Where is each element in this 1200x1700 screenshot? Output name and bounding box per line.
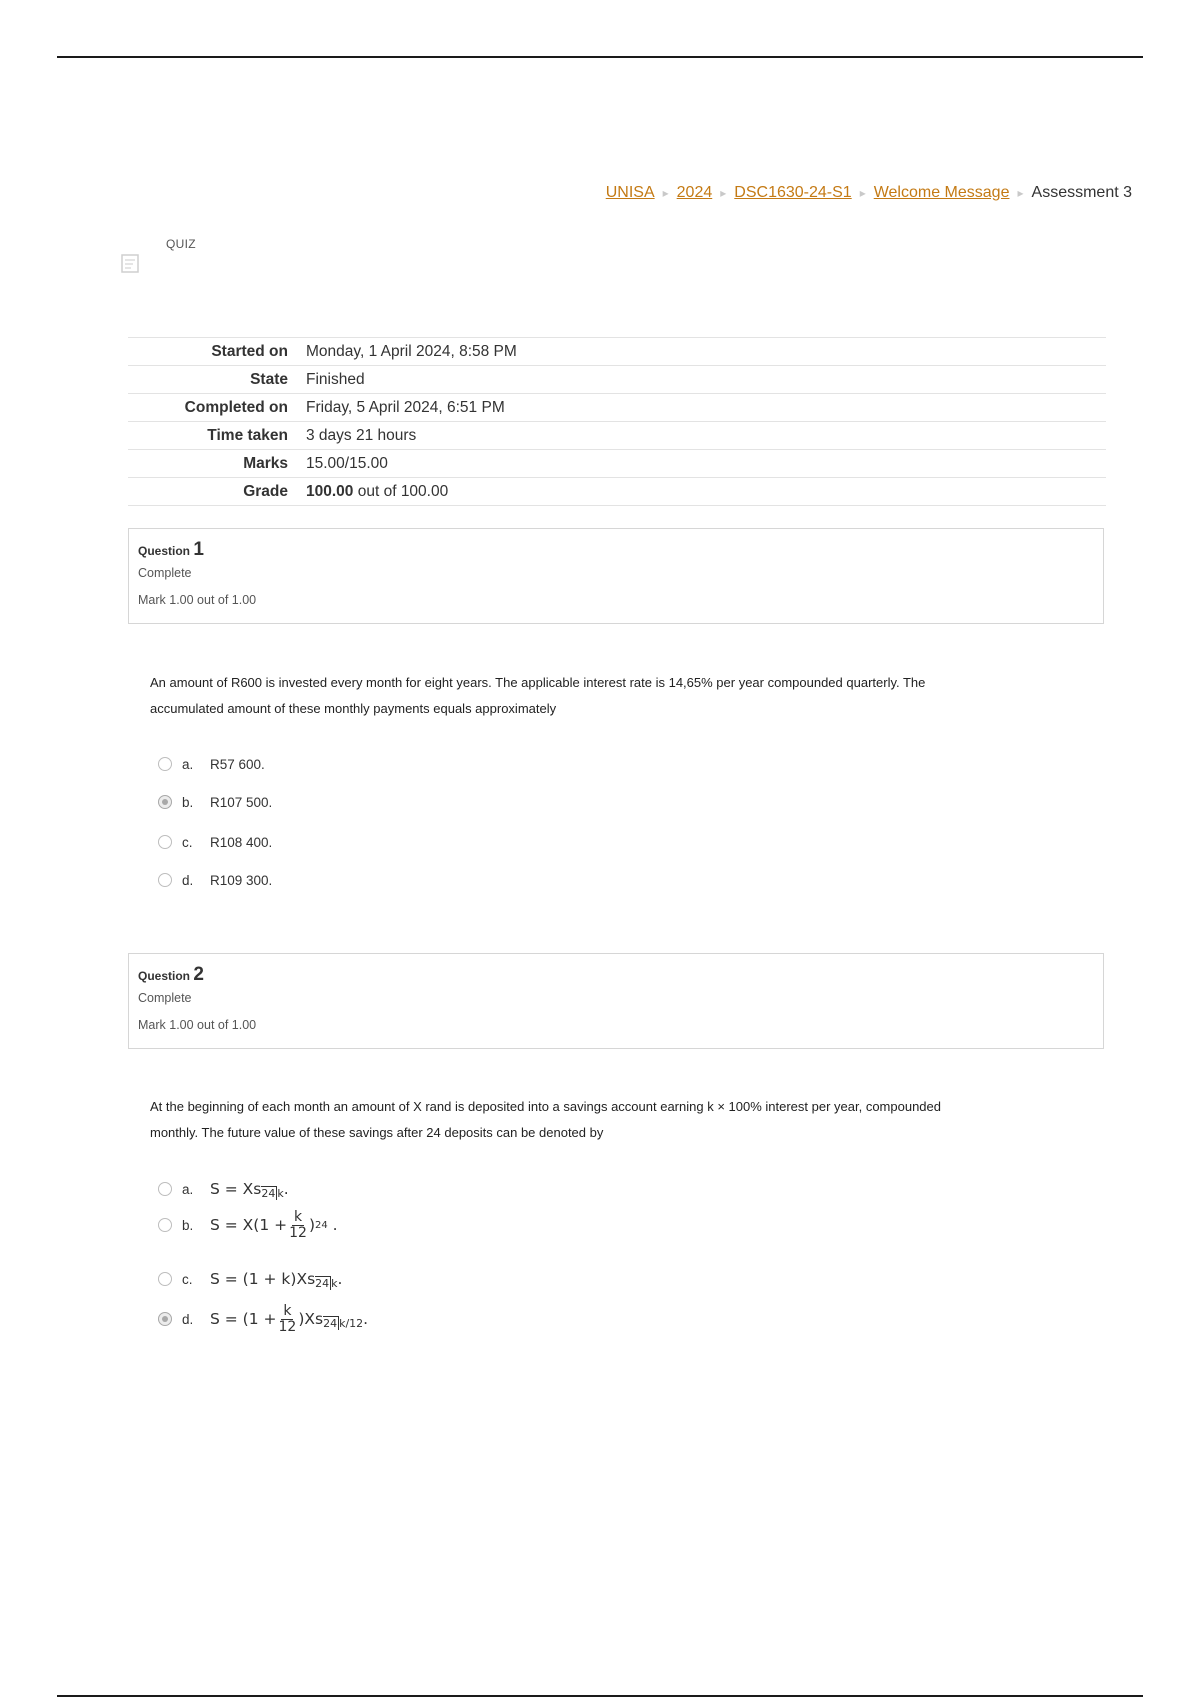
question-text-1 (150, 670, 1050, 722)
question-state: Complete (138, 566, 192, 580)
option-letter: a. (182, 756, 194, 772)
question-label: Question (138, 969, 191, 983)
answer-option-c[interactable] (158, 1262, 342, 1296)
option-formula: S = (1 + k)Xs 24 k . (210, 1270, 343, 1290)
question-number (138, 964, 1094, 986)
option-letter: a. (182, 1181, 194, 1197)
radio-button[interactable] (158, 835, 172, 849)
grade-out-of: out of 100.00 (353, 482, 449, 500)
option-letter: b. (182, 1217, 194, 1233)
breadcrumb-link-unisa[interactable]: UNISA (605, 184, 655, 201)
breadcrumb-link-welcome[interactable]: Welcome Message (873, 184, 1010, 201)
breadcrumb-separator: ▸ (662, 186, 669, 200)
option-text: R108 400. (210, 834, 273, 850)
question-number (138, 539, 1094, 561)
radio-button-selected[interactable] (158, 1312, 172, 1326)
question-text-2 (150, 1094, 1050, 1146)
radio-button[interactable] (158, 1272, 172, 1286)
radio-button[interactable] (158, 757, 172, 771)
question-text-line: At the beginning of each month an amount of X rand is deposited into a savings account earning k × 100% interest per year, compounded (150, 1099, 941, 1114)
question-info-2 (128, 953, 1104, 1049)
summary-row (128, 366, 1106, 394)
summary-row-grade (128, 478, 1106, 506)
attempt-summary-table (128, 337, 1106, 506)
option-formula: S = Xs 24 k . (210, 1180, 289, 1200)
summary-value: Finished (306, 370, 365, 388)
breadcrumb-link-year[interactable]: 2024 (676, 184, 713, 201)
option-letter: d. (182, 872, 194, 888)
option-letter: c. (182, 1271, 193, 1287)
breadcrumb (606, 184, 1132, 202)
breadcrumb-current: Assessment 3 (1031, 184, 1132, 201)
answer-option-d[interactable] (158, 1302, 368, 1336)
option-letter: c. (182, 834, 193, 850)
summary-row (128, 338, 1106, 366)
page-bottom-rule (57, 1695, 1143, 1697)
radio-button-selected[interactable] (158, 795, 172, 809)
breadcrumb-link-course[interactable]: DSC1630-24-S1 (734, 184, 852, 201)
summary-value: 3 days 21 hours (306, 426, 417, 444)
option-formula: S = (1 + $\frac{k}{12}$ )Xs 24 k/12 . (210, 1302, 369, 1335)
question-text-line: monthly. The future value of these savings after 24 deposits can be denoted by (150, 1125, 604, 1140)
page-top-rule (57, 56, 1143, 58)
question-grade: Mark 1.00 out of 1.00 (138, 593, 257, 607)
summary-value: Friday, 5 April 2024, 6:51 PM (306, 398, 505, 416)
summary-label: Marks (243, 454, 288, 472)
question-number-value: 2 (193, 964, 204, 985)
radio-button[interactable] (158, 1182, 172, 1196)
answer-option-c[interactable] (158, 825, 272, 859)
summary-label: Completed on (184, 398, 288, 416)
option-text: R109 300. (210, 872, 273, 888)
question-info-1 (128, 528, 1104, 624)
answer-option-a[interactable] (158, 747, 265, 781)
breadcrumb-separator: ▸ (720, 186, 727, 200)
summary-label: Time taken (207, 426, 288, 444)
breadcrumb-separator: ▸ (859, 186, 866, 200)
summary-label: State (250, 370, 288, 388)
question-number-value: 1 (193, 539, 204, 560)
question-text-line: accumulated amount of these monthly payments equals approximately (150, 701, 557, 716)
summary-value: 15.00/15.00 (306, 454, 388, 472)
summary-row (128, 450, 1106, 478)
quiz-icon (120, 253, 142, 275)
breadcrumb-separator: ▸ (1017, 186, 1024, 200)
answer-option-b[interactable] (158, 1208, 338, 1242)
grade-label: Grade (243, 482, 288, 500)
summary-value: Monday, 1 April 2024, 8:58 PM (306, 342, 517, 360)
grade-value (306, 478, 1106, 506)
option-letter: b. (182, 794, 194, 810)
radio-button[interactable] (158, 873, 172, 887)
quiz-header (120, 235, 320, 280)
quiz-label: QUIZ (166, 237, 196, 251)
question-state: Complete (138, 991, 192, 1005)
grade-score: 100.00 (306, 482, 354, 500)
question-label: Question (138, 544, 191, 558)
question-text-line: An amount of R600 is invested every month for eight years. The applicable interest rate is 14,65% per year compounded quarterly. The (150, 675, 926, 690)
summary-row (128, 394, 1106, 422)
option-formula: S = X(1 + $\frac{k}{12}$ ) 24 . (210, 1208, 338, 1241)
answer-option-d[interactable] (158, 863, 272, 897)
question-grade: Mark 1.00 out of 1.00 (138, 1018, 257, 1032)
answer-option-a[interactable] (158, 1172, 289, 1206)
answer-option-b[interactable] (158, 785, 272, 819)
option-letter: d. (182, 1311, 194, 1327)
option-text: R107 500. (210, 794, 273, 810)
option-text: R57 600. (210, 756, 265, 772)
summary-row (128, 422, 1106, 450)
radio-button[interactable] (158, 1218, 172, 1232)
summary-label: Started on (211, 342, 288, 360)
